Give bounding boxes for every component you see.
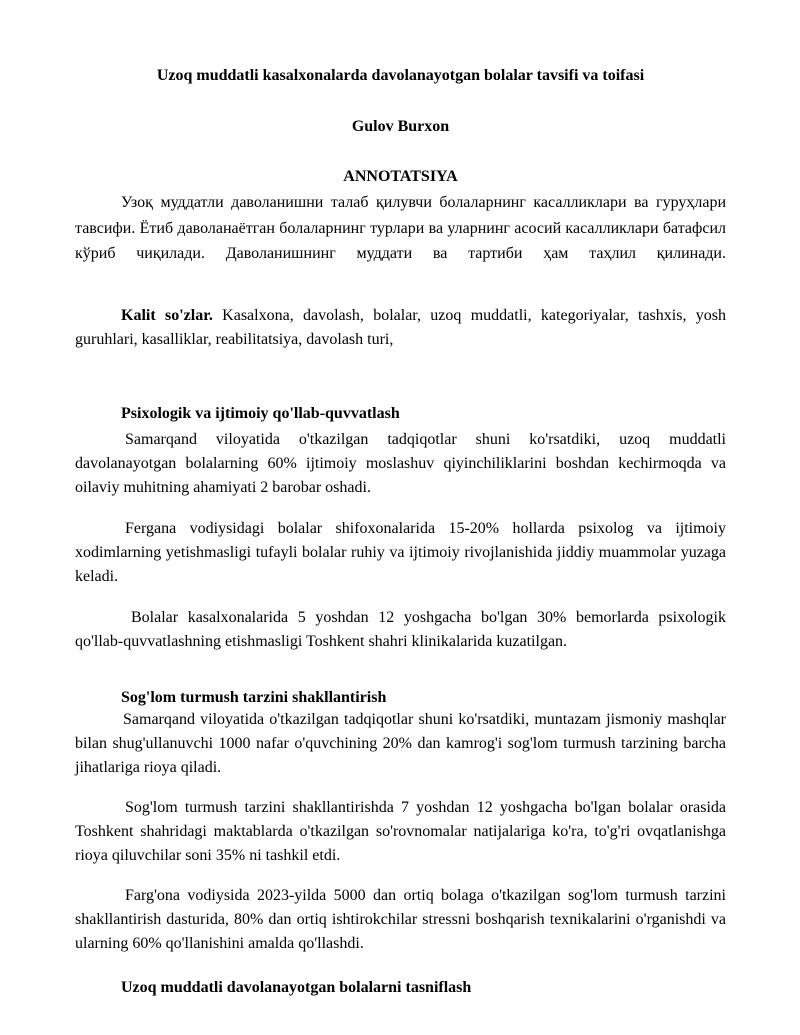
annotation-text	[75, 190, 726, 267]
paragraph	[75, 606, 726, 654]
section-heading-healthy-lifestyle: Sog'lom turmush tarzini shakllantirish	[121, 689, 387, 706]
paragraph-text: Fergana vodiysidagi bolalar shifoxonalarida 15-20% hollarda psixolog va ijtimoiy xodimlarning yetishmasligi tufayli bolalar ruhiy va ijtimoiy rivojlanishida jiddiy muammolar yuzaga keladi.	[75, 520, 726, 585]
paragraph-text: Samarqand viloyatida o'tkazilgan tadqiqotlar shuni ko'rsatdiki, uzoq muddatli davolanayotgan bolalarning 60% ijtimoiy moslashuv qiyinchiliklarini boshdan kechirmoqda va oilaviy muhitning ahamiyati 2 barobar oshadi.	[75, 431, 726, 496]
author-name: Gulov Burxon	[351, 118, 450, 135]
paragraph-text: Sog'lom turmush tarzini shakllantirishda 7 yoshdan 12 yoshgacha bo'lgan bolalar orasida Toshkent shahridagi maktablarda o'tkazilgan so'rovnomalar natijalariga ko'ra, to'g'ri ovqatlanishga rioya qiluvchilar soni 35% ni tashkil etdi.	[75, 799, 726, 864]
keywords-paragraph	[75, 304, 726, 352]
keywords-text: Kasalxona, davolash, bolalar, uzoq muddatli, kategoriyalar, tashxis, yosh guruhlari, kasalliklar, reabilitatsiya, davolash turi,	[75, 307, 727, 348]
paragraph-text: Bolalar kasalxonalarida 5 yoshdan 12 yoshgacha bo'lgan 30% bemorlarda psixologik qo'llab-quvvatlashning etishmasligi Toshkent shahri klinikalarida kuzatilgan.	[75, 609, 726, 650]
paragraph	[75, 517, 726, 589]
paragraph	[75, 796, 726, 868]
annotation-body: Узоқ муддатли даволанишни талаб қилувчи болаларнинг касалликлари ва гуруҳлари тавсифи. Ëтиб даволанаётган болаларнинг турлари ва уларнинг асосий касалликлари батафсил кўриб чиқилади. Даволанишнинг муддати ва тартиби ҳам таҳлил қилинади.	[75, 194, 726, 262]
paragraph	[75, 428, 726, 500]
paragraph	[75, 884, 726, 956]
section-heading-psychological: Psixologik va ijtimoiy qo'llab-quvvatlash	[121, 405, 400, 422]
section-heading-classification: Uzoq muddatli davolanayotgan bolalarni tasniflash	[121, 979, 472, 996]
keywords-label: Kalit so'zlar.	[121, 307, 213, 324]
document-title: Uzoq muddatli kasalxonalarda davolanayotgan bolalar tavsifi va toifasi	[156, 67, 645, 84]
paragraph-text: Samarqand viloyatida o'tkazilgan tadqiqotlar shuni ko'rsatdiki, muntazam jismoniy mashqlar bilan shug'ullanuvchi 1000 nafar o'quvchining 20% dan kamrog'i sog'lom turmush tarzining barcha jihatlariga rioya qiladi.	[75, 711, 726, 776]
paragraph	[75, 708, 726, 780]
paragraph-text: Farg'ona vodiysida 2023-yilda 5000 dan ortiq bolaga o'tkazilgan sog'lom turmush tarzini shakllantirish dasturida, 80% dan ortiq ishtirokchilar stressni boshqarish texnikalarini o'rganishdi va ularning 60% qo'llanishini amalda qo'llashdi.	[75, 887, 726, 952]
annotation-heading: ANNOTATSIYA	[343, 168, 458, 185]
